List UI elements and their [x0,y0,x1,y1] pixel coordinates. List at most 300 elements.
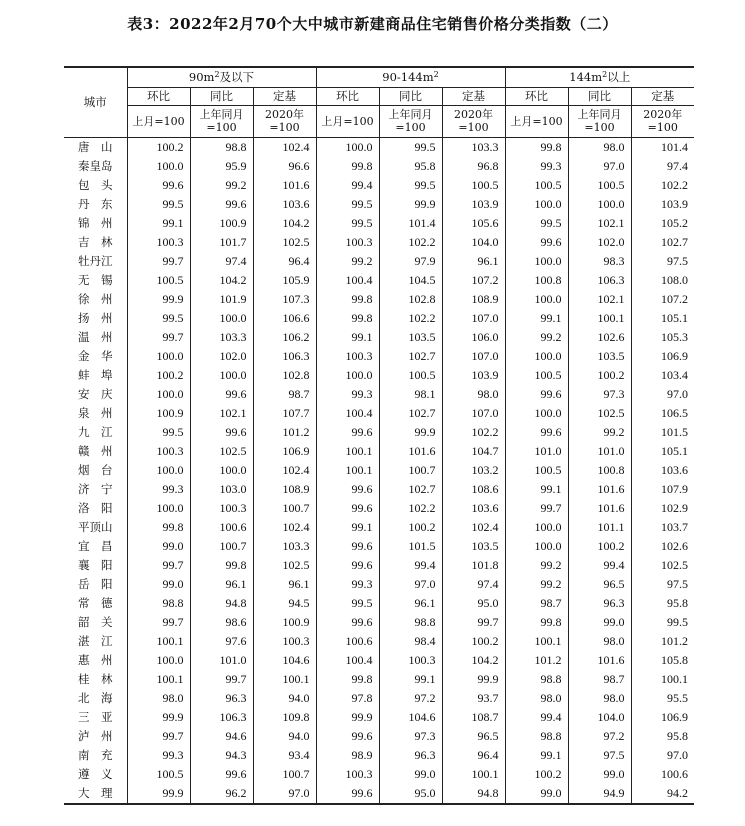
index-value-cell: 100.1 [316,461,379,480]
index-value-cell: 99.5 [127,195,190,214]
index-value-cell: 100.3 [316,765,379,784]
index-value-cell: 103.5 [442,537,505,556]
index-value-cell: 99.1 [505,746,568,765]
index-value-cell: 96.3 [190,689,253,708]
city-name: 吉 林 [64,233,127,252]
index-value-cell: 99.6 [190,765,253,784]
index-value-cell: 96.1 [379,594,442,613]
group-header-medium: $90-144m^2$ [316,67,505,87]
table-row [64,176,694,195]
city-name: 三 亚 [64,708,127,727]
index-value-cell: 103.0 [190,480,253,499]
index-value-cell: 97.5 [568,746,631,765]
base-header-yoy: 上年同月 =100 [379,105,442,137]
index-value-cell: 99.1 [505,480,568,499]
index-value-cell: 103.5 [379,328,442,347]
index-value-cell: 99.7 [442,613,505,632]
base-header-mom: 上月=100 [505,105,568,137]
city-name: 南 充 [64,746,127,765]
index-value-cell: 99.5 [505,214,568,233]
table-row [64,689,694,708]
index-value-cell: 94.0 [253,727,316,746]
index-value-cell: 95.0 [442,594,505,613]
index-value-cell: 106.3 [190,708,253,727]
index-value-cell: 108.9 [442,290,505,309]
index-value-cell: 102.6 [661,538,688,553]
index-value-cell: 96.6 [253,157,316,176]
index-value-cell: 103.3 [442,137,505,157]
city-name: 烟 台 [64,461,127,480]
index-value-cell: 97.2 [379,689,442,708]
index-value-cell: 107.0 [442,309,505,328]
index-value-cell: 100.3 [379,651,442,670]
city-name: 九 江 [64,423,127,442]
index-value-cell: 100.2 [127,366,190,385]
index-value-cell: 99.4 [379,556,442,575]
index-value-cell: 103.9 [661,196,688,211]
index-value-cell: 99.5 [316,195,379,214]
index-value-cell: 98.7 [568,670,631,689]
index-value-cell: 102.4 [253,137,316,157]
index-value-cell: 96.5 [442,727,505,746]
index-value-cell: 104.6 [379,708,442,727]
index-value-cell: 100.3 [190,499,253,518]
table-row [64,499,694,518]
index-value-cell: 99.5 [127,309,190,328]
index-value-cell: 99.7 [127,613,190,632]
table-row [64,518,694,537]
index-value-cell: 96.4 [442,746,505,765]
index-value-cell: 107.7 [253,404,316,423]
index-value-cell: 100.0 [505,252,568,271]
index-value-cell: 100.7 [253,499,316,518]
index-value-cell: 99.5 [379,176,442,195]
city-name: 温 州 [64,328,127,347]
table-body [64,137,694,804]
index-value-cell: 96.4 [253,252,316,271]
index-value-cell: 100.0 [127,499,190,518]
city-name: 泉 州 [64,404,127,423]
index-value-cell: 98.7 [253,385,316,404]
index-value-cell: 103.6 [661,462,688,477]
index-value-cell: 107.2 [661,291,688,306]
index-value-cell: 100.9 [253,613,316,632]
index-value-cell: 99.2 [505,328,568,347]
index-value-cell: 100.2 [379,518,442,537]
table-row [64,157,694,176]
index-value-cell: 99.1 [505,309,568,328]
index-value-cell: 99.8 [505,137,568,157]
index-value-cell: 98.1 [379,385,442,404]
sub-header-fixed: 定基 [631,87,694,105]
table-row [64,366,694,385]
index-value-cell: 99.8 [505,613,568,632]
table-row [64,385,694,404]
index-value-cell: 98.8 [505,670,568,689]
index-value-cell: 96.1 [253,575,316,594]
city-name: 常 德 [64,594,127,613]
index-value-cell: 99.6 [316,537,379,556]
base-header-mom: 上月=100 [127,105,190,137]
index-value-cell: 100.0 [190,309,253,328]
sub-header-mom: 环比 [316,87,379,105]
index-value-cell: 95.8 [667,728,688,743]
index-value-cell: 100.0 [505,518,568,537]
index-value-cell: 98.0 [568,632,631,651]
index-value-cell: 100.8 [505,271,568,290]
index-value-cell: 94.3 [190,746,253,765]
index-value-cell: 98.8 [190,137,253,157]
index-value-cell: 95.9 [190,157,253,176]
index-value-cell: 100.5 [505,176,568,195]
index-value-cell: 106.0 [442,328,505,347]
index-value-cell: 95.5 [667,690,688,705]
index-value-cell: 106.9 [661,348,688,363]
index-value-cell: 100.3 [316,347,379,366]
index-value-cell: 99.9 [127,784,190,804]
index-value-cell: 103.5 [568,347,631,366]
index-value-cell: 101.6 [568,480,631,499]
index-value-cell: 100.3 [253,632,316,651]
city-name: 济 宁 [64,480,127,499]
table-row [64,480,694,499]
group-header-large: $144m^2$以上 [505,67,694,87]
index-value-cell: 97.0 [253,784,316,804]
table-row [64,784,694,804]
index-value-cell: 100.0 [505,290,568,309]
index-value-cell: 101.4 [661,139,688,154]
city-name: 湛 江 [64,632,127,651]
table-row [64,727,694,746]
index-value-cell: 100.5 [568,176,631,195]
index-value-cell: 101.0 [505,442,568,461]
table-row [64,137,694,157]
sub-header-yoy: 同比 [379,87,442,105]
index-value-cell: 94.8 [442,784,505,804]
sub-header-yoy: 同比 [568,87,631,105]
index-value-cell: 97.5 [667,253,688,268]
index-value-cell: 99.4 [568,556,631,575]
city-name: 大 理 [64,784,127,804]
index-value-cell: 99.6 [316,423,379,442]
index-value-cell: 98.0 [442,385,505,404]
index-value-cell: 102.0 [568,233,631,252]
index-value-cell: 100.4 [316,271,379,290]
index-value-cell: 100.1 [253,670,316,689]
city-name: 扬 州 [64,309,127,328]
index-value-cell: 105.1 [661,443,688,458]
index-value-cell: 100.0 [127,385,190,404]
index-value-cell: 103.3 [190,328,253,347]
index-value-cell: 98.4 [379,632,442,651]
index-value-cell: 99.6 [316,727,379,746]
index-value-cell: 99.4 [316,176,379,195]
index-value-cell: 100.0 [316,137,379,157]
index-value-cell: 100.3 [127,442,190,461]
city-name: 岳 阳 [64,575,127,594]
index-value-cell: 97.3 [379,727,442,746]
index-value-cell: 100.6 [190,518,253,537]
city-name: 宜 昌 [64,537,127,556]
group-header-small: $90m^2$及以下 [127,67,316,87]
index-value-cell: 108.9 [253,480,316,499]
index-value-cell: 99.8 [127,518,190,537]
city-name: 惠 州 [64,651,127,670]
index-value-cell: 107.0 [442,404,505,423]
index-value-cell: 102.5 [661,557,688,572]
index-value-cell: 100.1 [316,442,379,461]
index-value-cell: 102.0 [190,347,253,366]
index-value-cell: 102.7 [661,234,688,249]
index-value-cell: 100.0 [568,195,631,214]
index-value-cell: 102.2 [442,423,505,442]
index-value-cell: 97.5 [667,576,688,591]
index-value-cell: 100.2 [505,765,568,784]
index-value-cell: 98.0 [568,689,631,708]
index-value-cell: 103.9 [442,195,505,214]
index-value-cell: 100.0 [316,366,379,385]
index-value-cell: 100.1 [442,765,505,784]
index-value-cell: 100.9 [127,404,190,423]
index-value-cell: 94.0 [253,689,316,708]
index-value-cell: 102.8 [379,290,442,309]
base-header-yoy: 上年同月 =100 [190,105,253,137]
index-value-cell: 96.1 [190,575,253,594]
index-value-cell: 101.2 [661,633,688,648]
index-value-cell: 106.5 [661,405,688,420]
index-value-cell: 94.2 [631,784,694,804]
index-value-cell: 99.6 [316,480,379,499]
index-value-cell: 100.5 [505,461,568,480]
city-name: 秦皇岛 [64,157,127,176]
base-header-yoy: 上年同月 =100 [568,105,631,137]
table-row [64,290,694,309]
index-value-cell: 102.7 [379,404,442,423]
index-value-cell: 100.3 [127,233,190,252]
index-value-cell: 94.9 [568,784,631,804]
index-value-cell: 103.6 [253,195,316,214]
table-row [64,271,694,290]
index-value-cell: 100.4 [316,651,379,670]
index-value-cell: 101.6 [568,651,631,670]
sub-header-mom: 环比 [505,87,568,105]
city-name: 徐 州 [64,290,127,309]
index-value-cell: 102.7 [379,480,442,499]
city-name: 韶 关 [64,613,127,632]
index-value-cell: 96.8 [442,157,505,176]
index-value-cell: 102.1 [568,290,631,309]
index-value-cell: 100.0 [127,651,190,670]
index-value-cell: 102.2 [379,233,442,252]
index-value-cell: 99.6 [316,784,379,804]
table-row [64,594,694,613]
index-value-cell: 97.0 [379,575,442,594]
index-value-cell: 101.8 [442,556,505,575]
table-header [64,67,694,137]
index-value-cell: 100.9 [190,214,253,233]
index-value-cell: 96.5 [568,575,631,594]
index-value-cell: 99.8 [316,290,379,309]
index-value-cell: 108.7 [442,708,505,727]
index-value-cell: 101.9 [190,290,253,309]
table-row [64,746,694,765]
index-value-cell: 103.4 [661,367,688,382]
index-value-cell: 100.0 [505,195,568,214]
index-value-cell: 99.1 [316,328,379,347]
index-value-cell: 103.3 [253,537,316,556]
index-value-cell: 99.9 [316,708,379,727]
index-value-cell: 100.8 [568,461,631,480]
index-value-cell: 96.1 [442,252,505,271]
city-name: 包 头 [64,176,127,195]
index-value-cell: 98.8 [505,727,568,746]
index-value-cell: 102.2 [379,499,442,518]
index-value-cell: 99.7 [127,556,190,575]
index-value-cell: 97.2 [568,727,631,746]
index-value-cell: 106.2 [253,328,316,347]
index-value-cell: 105.2 [661,215,688,230]
index-value-cell: 108.6 [442,480,505,499]
index-value-cell: 95.0 [379,784,442,804]
index-value-cell: 100.7 [253,765,316,784]
table-row [64,556,694,575]
index-value-cell: 99.0 [568,765,631,784]
index-value-cell: 106.9 [661,709,688,724]
index-value-cell: 100.5 [442,176,505,195]
index-value-cell: 97.8 [316,689,379,708]
base-header-fixed: 2020年 =100 [253,105,316,137]
index-value-cell: 99.6 [127,176,190,195]
index-value-cell: 97.0 [667,386,688,401]
base-header-fixed: 2020年 =100 [442,105,505,137]
index-value-cell: 105.1 [661,310,688,325]
index-value-cell: 99.1 [316,518,379,537]
index-value-cell: 104.0 [442,233,505,252]
table-row [64,214,694,233]
index-value-cell: 102.7 [379,347,442,366]
index-value-cell: 99.7 [127,727,190,746]
index-value-cell: 99.9 [127,708,190,727]
table-row [64,404,694,423]
table-row [64,423,694,442]
index-value-cell: 93.7 [442,689,505,708]
table-row [64,575,694,594]
table-row [64,442,694,461]
index-value-cell: 99.2 [505,575,568,594]
index-value-cell: 99.9 [442,670,505,689]
index-value-cell: 100.0 [127,347,190,366]
index-value-cell: 100.2 [442,632,505,651]
index-value-cell: 103.6 [442,499,505,518]
index-value-cell: 99.1 [379,670,442,689]
index-value-cell: 99.7 [127,252,190,271]
index-value-cell: 99.7 [127,328,190,347]
index-value-cell: 102.2 [379,309,442,328]
index-value-cell: 99.6 [505,423,568,442]
table-row [64,708,694,727]
index-value-cell: 99.3 [505,157,568,176]
index-value-cell: 102.5 [253,233,316,252]
index-value-cell: 102.8 [253,366,316,385]
index-value-cell: 99.6 [505,233,568,252]
index-value-cell: 104.2 [190,271,253,290]
index-value-cell: 99.7 [505,499,568,518]
index-value-cell: 100.0 [127,157,190,176]
index-value-cell: 99.6 [316,556,379,575]
index-value-cell: 100.2 [127,137,190,157]
index-value-cell: 98.7 [505,594,568,613]
index-value-cell: 106.9 [253,442,316,461]
city-name: 唐 山 [64,137,127,157]
city-name: 安 庆 [64,385,127,404]
index-value-cell: 98.0 [568,137,631,157]
index-value-cell: 99.2 [568,423,631,442]
index-value-cell: 100.2 [568,537,631,556]
city-name: 平顶山 [64,518,127,537]
index-value-cell: 96.2 [190,784,253,804]
table-row [64,632,694,651]
base-header-mom: 上月=100 [316,105,379,137]
index-value-cell: 99.0 [127,575,190,594]
index-value-cell: 98.8 [127,594,190,613]
city-name: 襄 阳 [64,556,127,575]
index-value-cell: 99.6 [190,385,253,404]
index-value-cell: 102.9 [661,500,688,515]
index-value-cell: 98.0 [505,689,568,708]
index-value-cell: 99.0 [505,784,568,804]
index-value-cell: 94.5 [253,594,316,613]
index-value-cell: 97.4 [667,158,688,173]
table-row [64,670,694,689]
index-value-cell: 102.6 [568,328,631,347]
index-value-cell: 100.0 [505,404,568,423]
city-name: 蚌 埠 [64,366,127,385]
index-value-cell: 105.3 [661,329,688,344]
index-value-cell: 99.8 [316,670,379,689]
index-value-cell: 96.3 [379,746,442,765]
index-value-cell: 106.3 [568,271,631,290]
index-value-cell: 100.7 [379,461,442,480]
table-title: 表3：2022年2月70个大中城市新建商品住宅销售价格分类指数（二） [127,15,618,33]
index-value-cell: 100.0 [505,347,568,366]
index-value-cell: 102.4 [253,461,316,480]
index-value-cell: 101.2 [505,651,568,670]
table-row [64,195,694,214]
index-value-cell: 99.6 [316,499,379,518]
index-value-cell: 102.5 [568,404,631,423]
table-row [64,461,694,480]
index-value-cell: 105.8 [661,652,688,667]
price-index-table [64,66,694,805]
index-value-cell: 100.1 [661,671,688,686]
index-value-cell: 101.2 [253,423,316,442]
index-value-cell: 99.8 [316,309,379,328]
index-value-cell: 97.3 [568,385,631,404]
index-value-cell: 99.3 [127,746,190,765]
index-value-cell: 101.7 [190,233,253,252]
city-name: 牡丹江 [64,252,127,271]
index-value-cell: 103.9 [442,366,505,385]
table-row [64,347,694,366]
index-value-cell: 93.4 [253,746,316,765]
index-value-cell: 100.6 [661,766,688,781]
city-name: 金 华 [64,347,127,366]
city-name: 北 海 [64,689,127,708]
sub-header-fixed: 定基 [442,87,505,105]
index-value-cell: 104.7 [442,442,505,461]
index-value-cell: 99.2 [190,176,253,195]
index-value-cell: 101.0 [568,442,631,461]
